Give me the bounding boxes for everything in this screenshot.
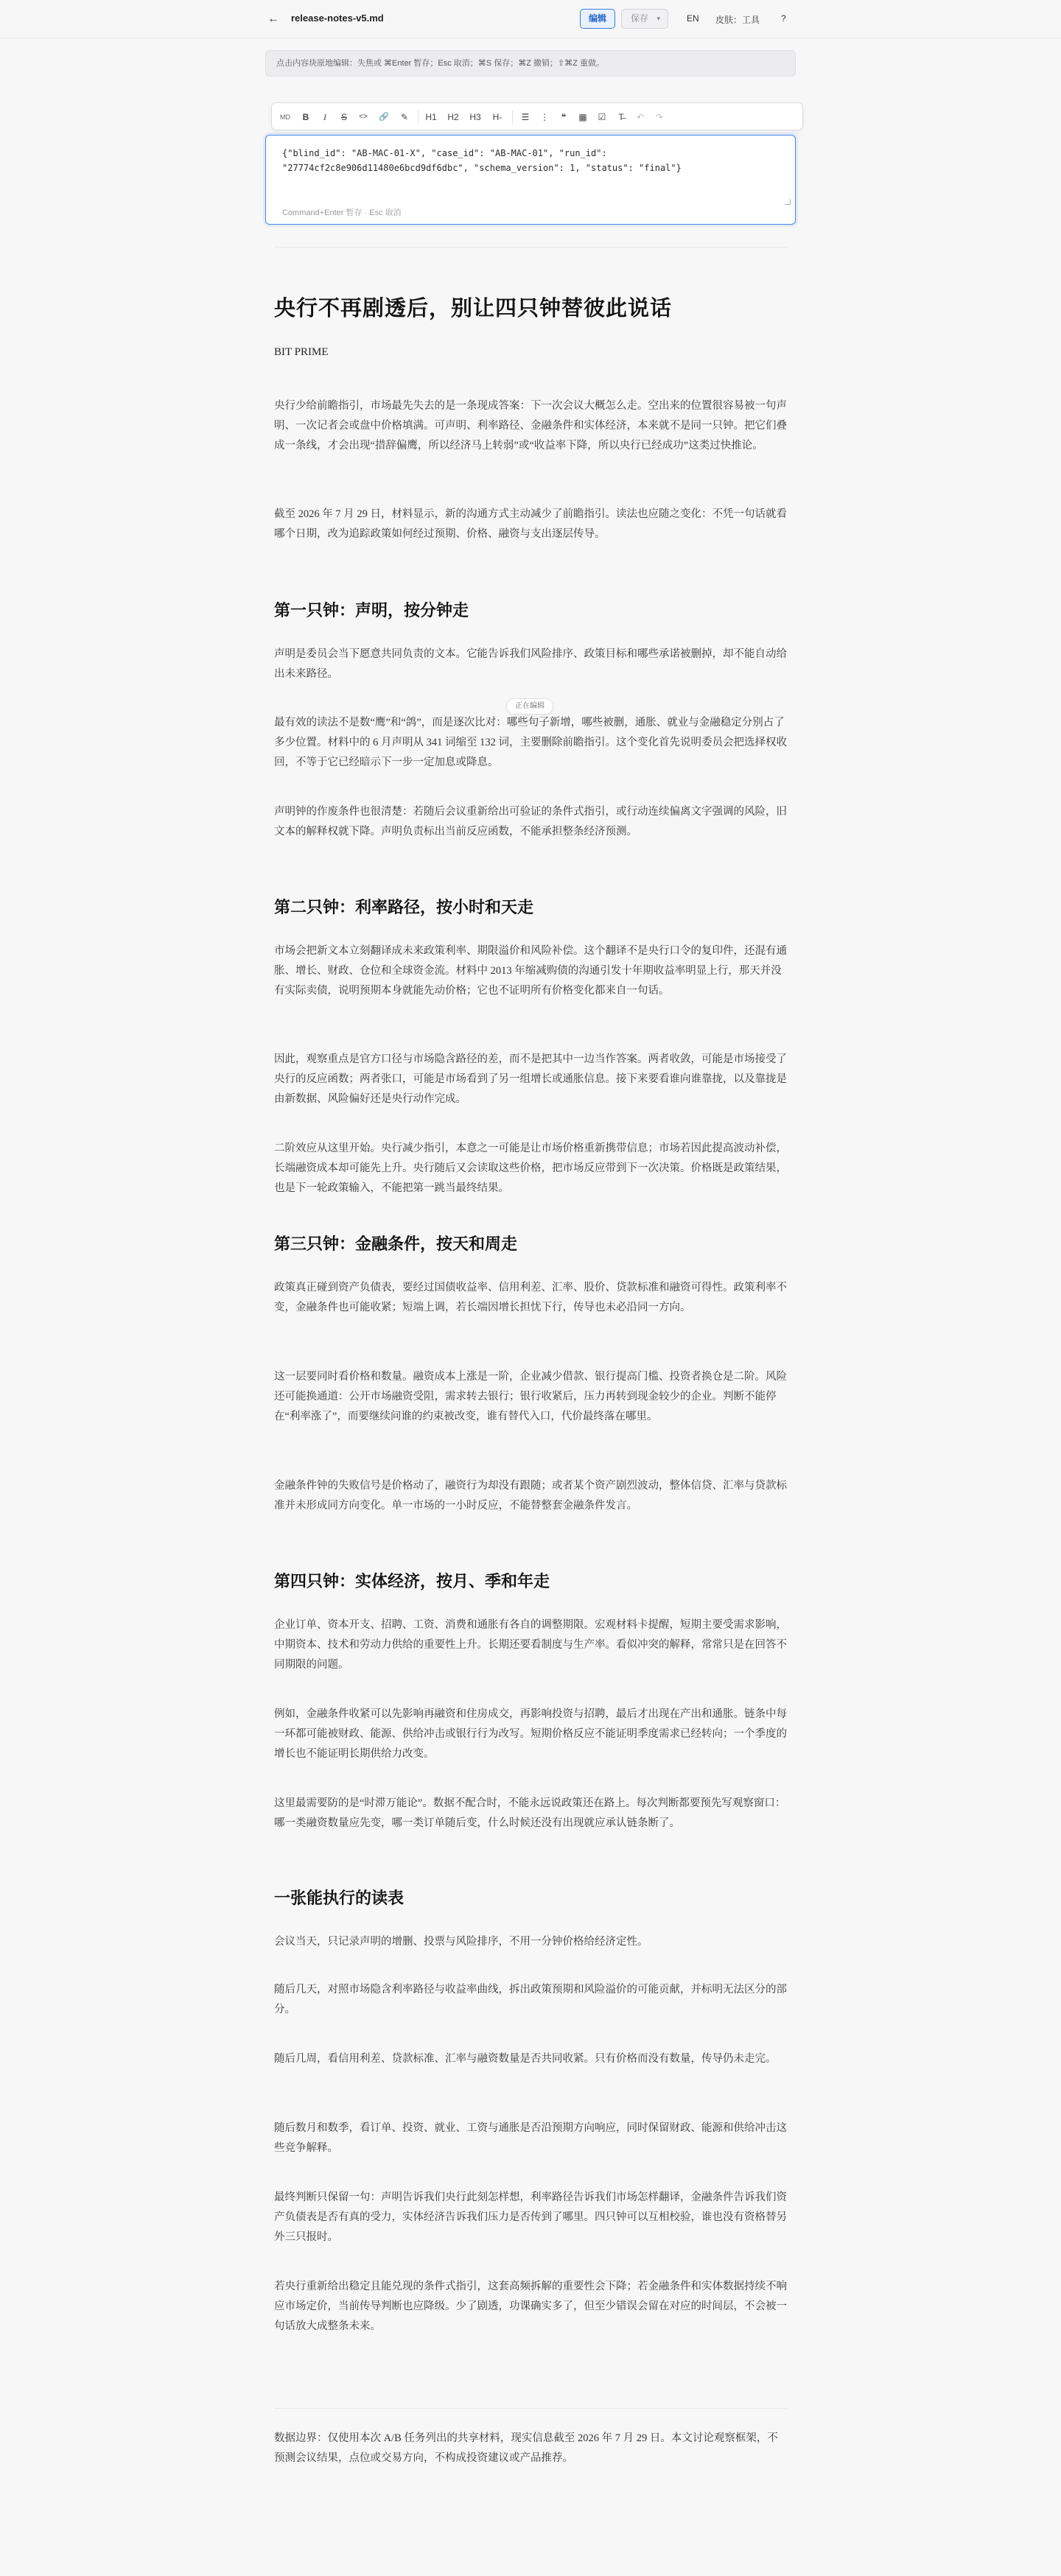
redo-icon[interactable]: ↷: [655, 112, 664, 122]
highlight-icon[interactable]: ✎: [400, 112, 409, 122]
bullet-list-icon[interactable]: ☰: [521, 112, 530, 122]
paragraph[interactable]: 声明钟的作废条件也很清楚：若随后会议重新给出可验证的条件式指引，或行动连续偏离文字强调的风险，旧文本的解释权就下降。声明负责标出当前反应函数，不能承担整条经济预测。: [274, 806, 787, 838]
strikethrough-button[interactable]: S: [340, 112, 347, 122]
section-heading[interactable]: 第二只钟：利率路径，按小时和天走: [274, 898, 534, 916]
paragraph[interactable]: 随后几天，对照市场隐含利率路径与收益率曲线，拆出政策预期和风险溢价的可能贡献，并标明无法区分的部分。: [274, 1984, 787, 2015]
paragraph[interactable]: 会议当天，只记录声明的增删、投票与风险排序，不用一分钟价格给经济定性。: [274, 1936, 648, 1948]
resize-handle[interactable]: [785, 199, 791, 205]
heading-2-button[interactable]: H2: [447, 112, 459, 122]
section-heading[interactable]: 第一只钟：声明，按分钟走: [274, 601, 469, 620]
language-toggle[interactable]: EN: [687, 13, 699, 24]
undo-icon[interactable]: ↶: [636, 112, 645, 122]
paragraph[interactable]: 政策真正碰到资产负债表，要经过国债收益率、信用利差、汇率、股价、贷款标准和融资可得性。政策利率不变，金融条件也可能收紧；短端上调，若长端因增长担忧下行，传导也未必沿同一方向。: [274, 1282, 787, 1313]
paragraph[interactable]: 因此，观察重点是官方口径与市场隐含路径的差，而不是把其中一边当作答案。两者收敛，可能是市场接受了央行的反应函数；两者张口，可能是市场看到了另一组增长或通胀信息。接下来要看谁向谁靠拢，以及靠拢是由新数据、风险偏好还是央行动作完成。: [274, 1053, 787, 1105]
article-byline[interactable]: BIT PRIME: [274, 346, 329, 358]
file-name: release-notes-v5.md: [291, 13, 384, 24]
save-label: 保存: [631, 13, 649, 24]
quote-icon[interactable]: ❝: [561, 112, 567, 122]
edit-hint: 点击内容块原地编辑：失焦或 ⌘Enter 暂存；Esc 取消；⌘S 保存；⌘Z 撤销；⇧⌘Z 重做。: [265, 50, 796, 77]
editing-indicator: 正在编辑: [506, 698, 553, 715]
paragraph[interactable]: 声明是委员会当下愿意共同负责的文本。它能告诉我们风险排序、政策目标和哪些承诺被删掉，却不能自动给出未来路径。: [274, 648, 787, 680]
task-list-icon[interactable]: ☑: [598, 112, 606, 122]
top-bar: [0, 0, 1061, 38]
bold-button[interactable]: B: [302, 112, 309, 122]
paragraph[interactable]: 企业订单、资本开支、招聘、工资、消费和通胀有各自的调整期限。宏观材料卡提醒，短期主要受需求影响，中期资本、技术和劳动力供给的重要性上升。长期还要看制度与生产率。看似冲突的解释，常常只是在回答不同期限的问题。: [274, 1619, 787, 1671]
editor-shortcut-hint: Command+Enter 暂存 · Esc 取消: [282, 208, 402, 217]
help-button[interactable]: ?: [781, 13, 786, 24]
paragraph[interactable]: 若央行重新给出稳定且能兑现的条件式指引，这套高频拆解的重要性会下降；若金融条件和实体数据持续不响应市场定价，当前传导判断也应降级。少了剧透，功课确实多了，但至少错误会留在对应的时间层，不会被一句话放大成整条未来。: [274, 2281, 787, 2332]
chevron-down-icon: ▾: [656, 15, 660, 22]
paragraph[interactable]: 随后数月和数季，看订单、投资、就业、工资与通胀是否沿预期方向响应，同时保留财政、能源和供给冲击这些竞争解释。: [274, 2122, 787, 2154]
save-button[interactable]: [621, 9, 668, 29]
data-disclaimer[interactable]: 数据边界：仅使用本次 A/B 任务列出的共享材料，现实信息截至 2026 年 7 月 29 日。本文讨论观察框架，不预测会议结果，点位或交易方向，不构成投资建议或产品推荐。: [274, 2432, 778, 2464]
arrow-left-icon[interactable]: ←: [267, 13, 279, 25]
paragraph[interactable]: 金融条件钟的失败信号是价格动了，融资行为却没有跟随；或者某个资产剧烈波动，整体信贷、汇率与贷款标准并未形成同方向变化。单一市场的一小时反应，不能替整套金融条件发言。: [274, 1480, 787, 1512]
numbered-list-icon[interactable]: ⋮: [540, 112, 549, 122]
code-button[interactable]: <>: [359, 113, 368, 121]
editor-textarea[interactable]: {"blind_id": "AB-MAC-01-X", "case_id": "AB-MAC-01", "run_id": "27774cf2c8e906d11480e6bcd9df6dbc", "schema_version": 1, "status": "final"}: [282, 148, 682, 173]
format-toolbar: [271, 102, 803, 130]
section-heading[interactable]: 一张能执行的读表: [274, 1889, 405, 1907]
link-icon[interactable]: 🔗: [379, 113, 389, 122]
paragraph[interactable]: 最终判断只保留一句：声明告诉我们央行此刻怎样想，利率路径告诉我们市场怎样翻译，金融条件告诉我们资产负债表是否有真的受力，实体经济告诉我们压力是否传到了哪里。四只钟可以互相校验，谁也没有资格替另外三只报时。: [274, 2191, 787, 2243]
paragraph[interactable]: 例如，金融条件收紧可以先影响再融资和住房成交，再影响投资与招聘，最后才出现在产出和通胀。链条中每一环都可能被财政、能源、供给冲击或银行行为改写。短期价格反应不能证明季度需求已经转向；一个季度的增长也不能证明长期供给力改变。: [274, 1708, 787, 1760]
clear-format-icon[interactable]: T̶: [618, 112, 624, 122]
paragraph[interactable]: 随后几周，看信用利差、贷款标准、汇率与融资数量是否共同收紧。只有价格而没有数量，传导仍未走完。: [274, 2053, 777, 2065]
skin-selector[interactable]: 皮肤：工具: [715, 15, 760, 25]
edit-button[interactable]: 编辑: [580, 9, 615, 29]
markdown-mode-button[interactable]: MD: [280, 113, 290, 121]
paragraph[interactable]: 二阶效应从这里开始。央行减少指引，本意之一可能是让市场价格重新携带信息；市场若因此提高波动补偿，长端融资成本却可能先上升。央行随后又会读取这些价格，把市场反应带到下一次决策。价格既是政策结果，也是下一轮政策输入，不能把第一跳当最终结果。: [274, 1143, 787, 1194]
paragraph[interactable]: 截至 2026 年 7 月 29 日，材料显示，新的沟通方式主动减少了前瞻指引。读法也应随之变化：不凭一句话就看哪个日期，改为追踪政策如何经过预期、价格、融资与支出逐层传导。: [274, 508, 787, 540]
article-title[interactable]: 央行不再剧透后，别让四只钟替彼此说话: [274, 297, 673, 320]
paragraph[interactable]: 这里最需要防的是“时滞万能论”。数据不配合时，不能永远说政策还在路上。每次判断都要预先写观察窗口：哪一类融资数量应先变，哪一类订单随后变，什么时候还没有出现就应承认链条断了。: [274, 1797, 786, 1829]
paragraph[interactable]: 这一层要同时看价格和数量。融资成本上涨是一阶，企业减少借款、银行提高门槛、投资者换仓是二阶。风险还可能换通道：公开市场融资受阻，需求转去银行；银行收紧后，压力再转到现金较少的企业。判断不能停在“利率涨了”，而要继续问谁的约束被改变，谁有替代入口，代价最终落在哪里。: [274, 1371, 787, 1422]
section-heading[interactable]: 第三只钟：金融条件，按天和周走: [274, 1235, 518, 1253]
toolbar-divider: [418, 110, 419, 124]
divider: [274, 2408, 787, 2409]
block-editor[interactable]: [265, 135, 796, 225]
horizontal-rule-button[interactable]: H-: [492, 112, 503, 122]
divider: [274, 247, 787, 248]
italic-button[interactable]: I: [323, 112, 326, 122]
paragraph[interactable]: 市场会把新文本立刻翻译成未来政策利率、期限溢价和风险补偿。这个翻译不是央行口令的复印件，还混有通胀、增长、财政、仓位和全球资金流。材料中 2013 年缩减购债的沟通引发十年期收益率明显上行，那天并没有实际卖债，说明预期本身就能先动价格；它也不证明所有价格变化都来自一句话。: [274, 945, 787, 997]
table-icon[interactable]: ▦: [578, 112, 587, 122]
section-heading[interactable]: 第四只钟：实体经济，按月、季和年走: [274, 1572, 550, 1590]
toolbar-divider: [512, 110, 513, 124]
paragraph[interactable]: 最有效的读法不是数“鹰”和“鸽”，而是逐次比对：哪些句子新增，哪些被删，通胀、就业与金融稳定分别占了多少位置。材料中的 6 月声明从 341 词缩至 132 词，主要删除前瞻指引。这个变化首先说明委员会把选择权收回，不等于它已经暗示下一步一定加息或降息。: [274, 717, 787, 768]
heading-1-button[interactable]: H1: [425, 112, 437, 122]
heading-3-button[interactable]: H3: [469, 112, 481, 122]
paragraph[interactable]: 央行少给前瞻指引，市场最先失去的是一条现成答案：下一次会议大概怎么走。空出来的位置很容易被一句声明、一次记者会或盘中价格填满。可声明、利率路径、金融条件和实体经济，本来就不是同一只钟。把它们叠成一条线，才会出现“措辞偏鹰，所以经济马上转弱”或“收益率下降，所以央行已经成功”这类过快推论。: [274, 400, 787, 452]
